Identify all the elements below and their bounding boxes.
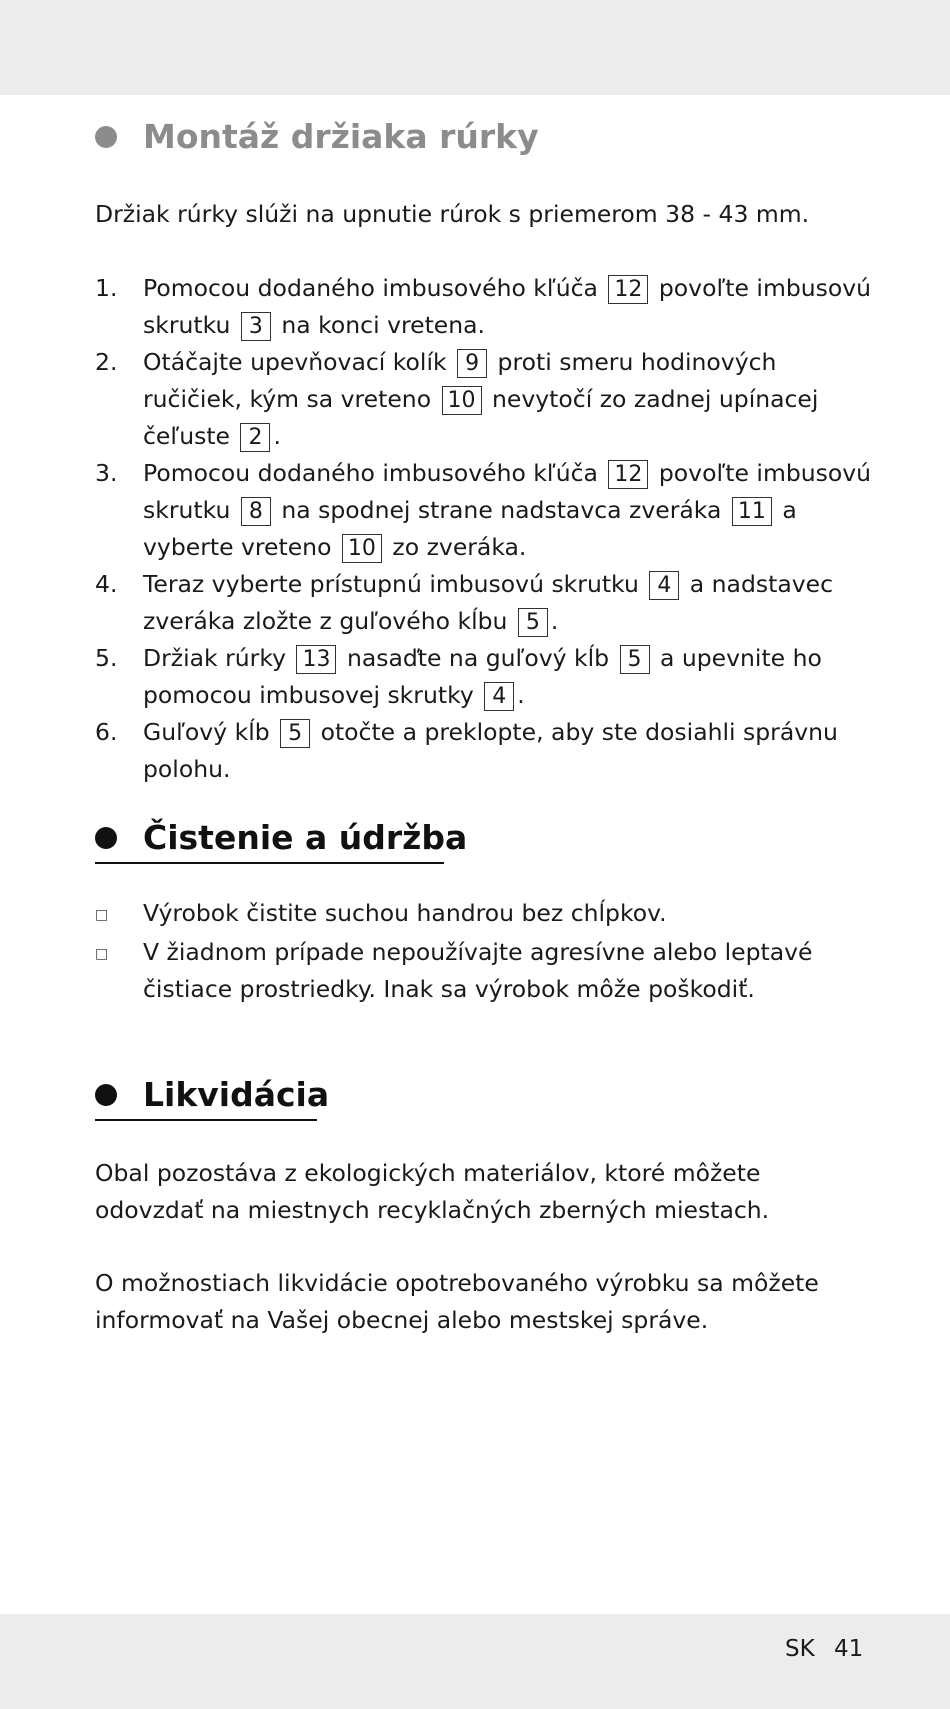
- step-text: [143, 566, 875, 640]
- part-number-box: 12: [608, 275, 648, 304]
- bullet-list: [95, 895, 875, 1008]
- step-text-run: .: [273, 422, 281, 450]
- part-number-box: 2: [240, 423, 270, 452]
- step-text-run: a upevnite ho pomocou imbusovej skrutky: [143, 644, 822, 709]
- bullet-text: Výrobok čistite suchou handrou bez chĺpkov.: [143, 899, 667, 927]
- list-item: [95, 640, 875, 714]
- part-number-box: 5: [280, 719, 310, 748]
- list-item: [95, 270, 875, 344]
- step-text-run: povoľte imbusovú skrutku: [143, 459, 872, 524]
- step-text-run: Pomocou dodaného imbusového kľúča: [143, 459, 606, 487]
- step-number: 4.: [95, 570, 118, 598]
- step-text-run: Guľový kĺb: [143, 718, 278, 746]
- step-number: 5.: [95, 644, 118, 672]
- step-text-run: nasaďte na guľový kĺb: [339, 644, 617, 672]
- step-text-run: nevytočí zo zadnej upínacej čeľuste: [143, 385, 819, 450]
- part-number-box: 3: [241, 312, 271, 341]
- part-number-box: 10: [342, 534, 382, 563]
- checkbox-square-icon: □: [95, 907, 109, 923]
- step-text: [143, 344, 875, 455]
- step-text: [143, 270, 875, 344]
- part-number-box: 12: [608, 460, 648, 489]
- part-number-box: 11: [732, 497, 772, 526]
- bullet-dot-icon: [95, 1084, 117, 1106]
- list-item: [95, 895, 875, 934]
- part-number-box: 5: [518, 608, 548, 637]
- step-text-run: zo zveráka.: [384, 533, 527, 561]
- step-text-run: Pomocou dodaného imbusového kľúča: [143, 274, 606, 302]
- intro-paragraph: Držiak rúrky slúži na upnutie rúrok s priemerom 38 - 43 mm.: [95, 200, 810, 228]
- heading-underline: [95, 1119, 317, 1121]
- step-text-run: Otáčajte upevňovací kolík: [143, 348, 455, 376]
- step-number: 2.: [95, 348, 118, 376]
- section-heading-montaz: [95, 117, 539, 156]
- part-number-box: 8: [241, 497, 271, 526]
- step-text-run: a vyberte vreteno: [143, 496, 797, 561]
- step-text-run: na spodnej strane nadstavca zveráka: [273, 496, 729, 524]
- list-item: [95, 455, 875, 566]
- step-number: 1.: [95, 274, 118, 302]
- checkbox-square-icon: □: [95, 946, 109, 962]
- step-text-run: Teraz vyberte prístupnú imbusovú skrutku: [143, 570, 647, 598]
- step-text-run: .: [550, 607, 559, 635]
- disposal-paragraph-2: O možnostiach likvidácie opotrebovaného výrobku sa môžete informovať na Vašej obecnej alebo mestskej správe.: [95, 1269, 819, 1334]
- footer-language: SK: [785, 1636, 815, 1662]
- part-number-box: 5: [620, 645, 650, 674]
- list-item: [95, 934, 875, 1008]
- step-text-run: .: [517, 681, 525, 709]
- section-title: Čistenie a údržba: [143, 818, 468, 857]
- step-text-run: proti smeru hodinových ručičiek, kým sa vreteno: [143, 348, 777, 413]
- heading-underline: [95, 862, 444, 864]
- step-text: [143, 455, 875, 566]
- part-number-box: 13: [296, 645, 336, 674]
- list-item: [95, 714, 875, 788]
- part-number-box: 4: [649, 571, 679, 600]
- part-number-box: 9: [457, 349, 487, 378]
- bullet-text: V žiadnom prípade nepoužívajte agresívne alebo leptavé čistiace prostriedky. Inak sa výrobok môže poškodiť.: [143, 938, 813, 1003]
- steps-list: [95, 270, 875, 788]
- section-heading-likvidacia: [95, 1075, 329, 1114]
- section-heading-cistenie: [95, 818, 467, 857]
- part-number-box: 10: [442, 386, 482, 415]
- step-number: 6.: [95, 718, 118, 746]
- step-text-run: povoľte imbusovú skrutku: [143, 274, 872, 339]
- part-number-box: 4: [484, 682, 514, 711]
- step-number: 3.: [95, 459, 118, 487]
- header-band: [0, 0, 950, 95]
- step-text: [143, 640, 875, 714]
- section-title: Likvidácia: [143, 1075, 330, 1114]
- step-text-run: otočte a preklopte, aby ste dosiahli správnu polohu.: [143, 718, 838, 783]
- list-item: [95, 566, 875, 640]
- step-text-run: Držiak rúrky: [143, 644, 294, 672]
- disposal-paragraph-1: Obal pozostáva z ekologických materiálov, ktoré môžete odovzdať na miestnych recyklačných zberných miestach.: [95, 1159, 770, 1224]
- page-number: 41: [834, 1636, 864, 1662]
- section-title: Montáž držiaka rúrky: [143, 117, 539, 156]
- step-text-run: a nadstavec zveráka zložte z guľového kĺbu: [143, 570, 834, 635]
- list-item: [95, 344, 875, 455]
- step-text-run: na konci vretena.: [273, 311, 486, 339]
- bullet-dot-icon: [95, 126, 117, 148]
- step-text: [143, 714, 875, 788]
- bullet-dot-icon: [95, 827, 117, 849]
